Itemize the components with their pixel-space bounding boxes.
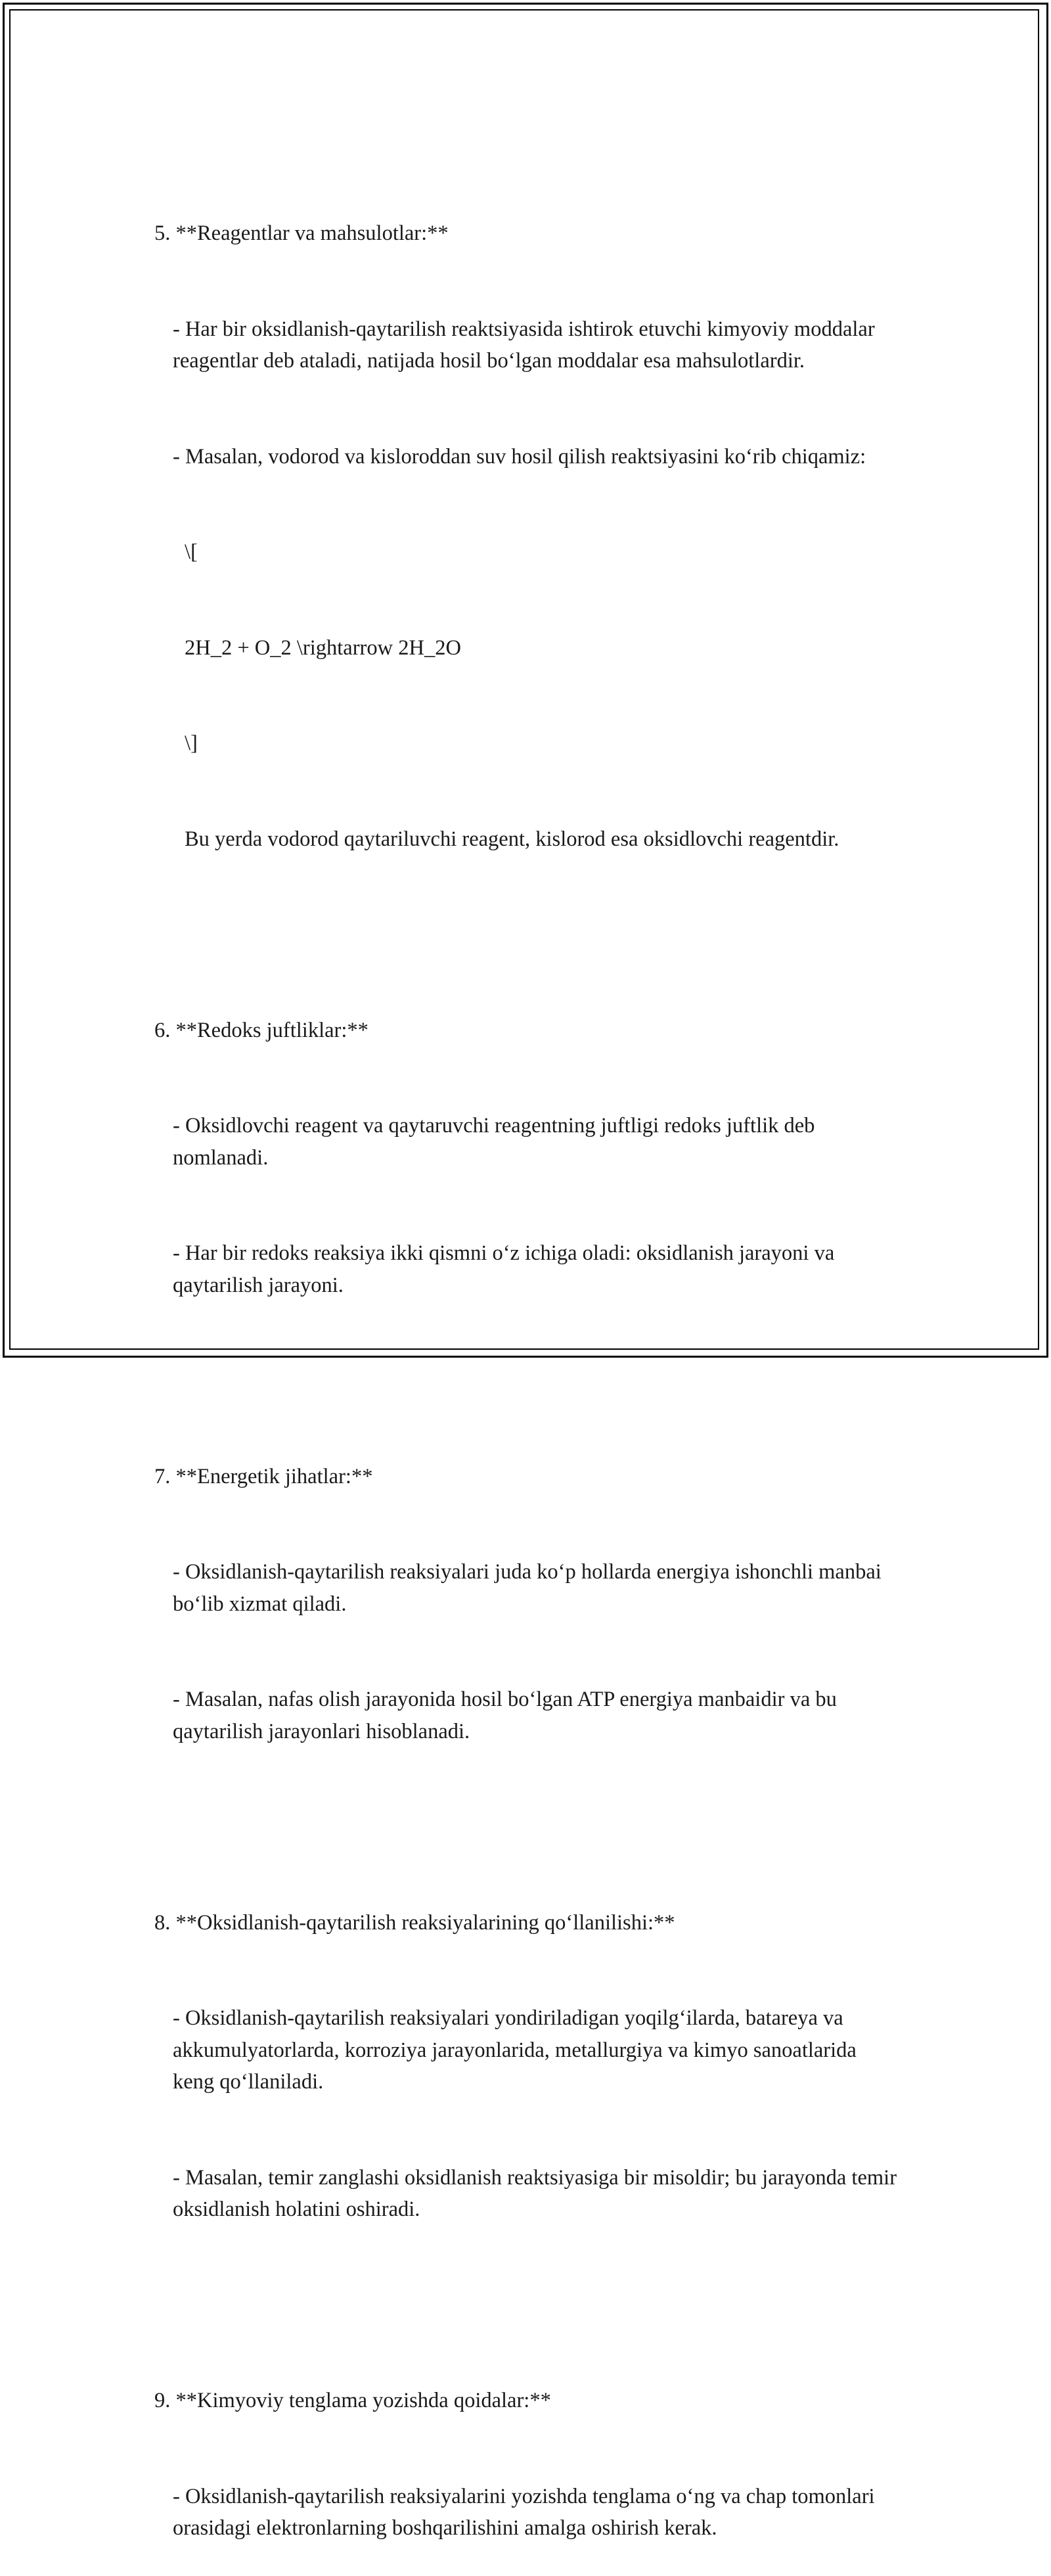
section-8-heading: 8. **Oksidlanish-qaytarilish reaksiyalarining qo‘llanilishi:** (154, 1910, 675, 1935)
blank-line (154, 2289, 903, 2322)
section-9-bullet-1: - Oksidlanish-qaytarilish reaksiyalarini yozishda tenglama o‘ng va chap tomonlari orasidagi elektronlarning boshqarilishini amalga oshirish kerak. (173, 2484, 880, 2540)
section-8-bullet-2: - Masalan, temir zanglashi oksidlanish reaktsiyasiga bir misoldir; bu jarayonda temir oksidlanish holatini oshiradi. (173, 2165, 903, 2221)
document-body (154, 154, 903, 2576)
blank-line (154, 919, 903, 951)
blank-line (154, 1811, 903, 1843)
section-7-heading: 7. **Energetik jihatlar:** (154, 1464, 373, 1488)
section-7-bullet-2: - Masalan, nafas olish jarayonida hosil bo‘lgan ATP energiya manbaidir va bu qaytarilish jarayonlari hisoblanadi. (173, 1688, 842, 1743)
formula-equation: 2H_2 + O_2 \rightarrow 2H_2O (185, 635, 461, 660)
section-6-bullet-2: - Har bir redoks reaksiya ikki qismni o‘z ichiga oladi: oksidlanish jarayoni va qaytarilish jarayoni. (173, 1241, 840, 1297)
section-5-bullet-2: - Masalan, vodorod va kisloroddan suv hosil qilish reaktsiyasini ko‘rib chiqamiz: (173, 444, 866, 469)
section-5-bullet-1: - Har bir oksidlanish-qaytarilish reaktsiyasida ishtirok etuvchi kimyoviy moddalar reagentlar deb ataladi, natijada hosil bo‘lgan moddalar esa mahsulotlardir. (173, 317, 880, 373)
formula-close-delimiter: \] (185, 731, 198, 755)
section-9-heading: 9. **Kimyoviy tenglama yozishda qoidalar:** (154, 2389, 551, 2412)
section-8-bullet-1: - Oksidlanish-qaytarilish reaksiyalari yondiriladigan yoqilg‘ilarda, batareya va akkumulyatorlarda, korroziya jarayonlarida, metallurgiya va kimyo sanoatlarida keng qo‘llaniladi. (173, 2006, 862, 2094)
section-6-heading: 6. **Redoks juftliklar:** (154, 1018, 369, 1042)
formula-open-delimiter: \[ (185, 540, 198, 564)
section-6-bullet-1: - Oksidlovchi reagent va qaytaruvchi reagentning juftligi redoks juftlik deb nomlanadi. (173, 1114, 820, 1170)
blank-line (154, 1365, 903, 1397)
section-7-bullet-1: - Oksidlanish-qaytarilish reaksiyalari juda ko‘p hollarda energiya ishonchli manbai bo‘lib xizmat qiladi. (173, 1560, 887, 1616)
section-5-heading: 5. **Reagentlar va mahsulotlar:** (154, 221, 449, 245)
section-5-explanation: Bu yerda vodorod qaytariluvchi reagent, kislorod esa oksidlovchi reagentdir. (185, 827, 839, 851)
